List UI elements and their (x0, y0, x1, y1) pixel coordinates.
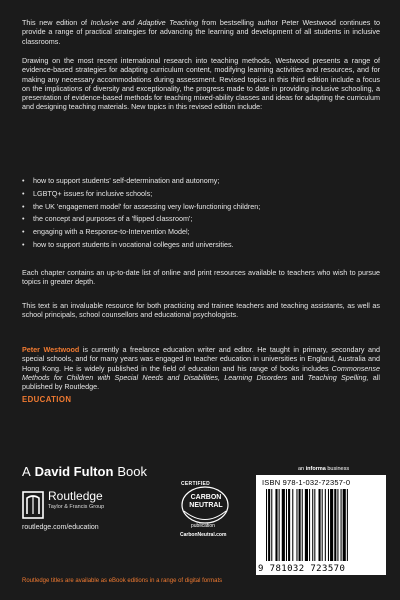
intro-part1: This new edition of (22, 18, 91, 27)
barcode-digits: 9 781032 723570 (258, 564, 346, 574)
research-paragraph (22, 56, 380, 112)
carbon-line1: CARBON (190, 494, 222, 501)
bio-part3: all published by Routledge. (22, 372, 380, 392)
audience-text: This text is an invaluable resource for both practicing and trainee teachers and teaching assistants, as well as school principals, school counsellors and educational psychologists. (22, 301, 380, 320)
informa-business-label (298, 466, 349, 472)
topic-item (22, 240, 380, 249)
routledge-logo-icon (22, 488, 44, 520)
bio-books-2: Teaching Spelling, (307, 372, 369, 382)
informa-suffix: business (325, 466, 350, 472)
topic-text: engaging with a Response-to-Intervention Model; (33, 227, 190, 237)
imprint-label (22, 464, 147, 479)
topic-item (22, 214, 380, 223)
topic-text: how to support students in vocational colleges and universities. (33, 239, 234, 249)
bullet-icon: • (22, 188, 25, 198)
bio-books-1: Commonsense Methods for Children with Special Needs and Disabilities, Learning Disorders (22, 363, 380, 382)
intro-paragraph (22, 18, 380, 46)
subject-category: EDUCATION (22, 395, 72, 404)
carbon-neutral-badge-icon (178, 480, 232, 560)
bullet-icon: • (22, 201, 25, 211)
topic-text: the UK 'engagement model' for assessing very low-functioning children; (33, 201, 261, 211)
imprint-suffix: Book (117, 464, 148, 479)
topic-text: the concept and purposes of a 'flipped classroom'; (33, 214, 193, 224)
bullet-icon: • (22, 176, 25, 185)
informa-prefix: an (298, 466, 306, 472)
audience-paragraph (22, 301, 380, 320)
informa-brand: informa (305, 466, 326, 472)
carbon-url: CarbonNeutral.com (180, 532, 227, 538)
bullet-icon: • (22, 227, 25, 237)
new-topics-list (22, 176, 380, 253)
topic-item (22, 202, 380, 211)
research-text: Drawing on the most recent international research into teaching methods, Westwood presents a range of evidence-based strategies for adapting curriculum content, modifying learning activities and resources, and for making any necessary accommodations during assessment. Revised topics in this third edition include a focus on the implications of diversity and exceptionality, the progress made to date in providing inclusive schooling, a presentation of evidence-based methods for teaching mixed-ability classes and ideas for adapting the curriculum and designing teaching materials. New topics in this revised edition include: (22, 56, 380, 112)
topic-text: LGBTQ+ issues for inclusive schools; (33, 188, 153, 198)
bio-part1: is currently a freelance education writer and editor. He taught in primary, secondary and special schools, and for many years was engaged in teacher education in universities in England, Australia and Hong Kong. He is widely published in the field of education and his range of books includes (22, 345, 380, 373)
carbon-certified: CERTIFIED (181, 481, 211, 487)
topic-item (22, 176, 380, 185)
author-name: Peter Westwood (22, 345, 80, 354)
resources-paragraph (22, 268, 380, 287)
bullet-icon: • (22, 214, 25, 224)
resources-text: Each chapter contains an up-to-date list of online and print resources available to teachers who wish to pursue topics in greater depth. (22, 268, 380, 287)
publisher-name: Routledge (48, 489, 103, 503)
topic-text: how to support students' self-determination and autonomy; (33, 176, 220, 185)
isbn-number: ISBN 978-1-032-72357-0 (262, 478, 351, 487)
imprint-article: A (22, 464, 31, 479)
intro-book-title: Inclusive and Adaptive Teaching (90, 18, 199, 27)
publisher-tagline: Taylor & Francis Group (48, 504, 105, 510)
carbon-publication: publication (191, 523, 215, 529)
bio-part2: and (287, 372, 308, 382)
carbon-neutral-title (186, 494, 226, 509)
ebook-availability-note: Routledge titles are available as eBook editions in a range of digital formats (22, 578, 223, 584)
topic-item (22, 227, 380, 236)
author-bio (22, 345, 380, 391)
isbn-barcode-icon (264, 489, 382, 563)
carbon-line2: NEUTRAL (189, 501, 223, 509)
intro-part2: from bestselling author Peter Westwood continues to provide a range of practical strategies for advancing the learning and development of all students in inclusive classrooms. (22, 18, 380, 46)
topic-item (22, 189, 380, 198)
publisher-url: routledge.com/education (22, 524, 99, 531)
imprint-name: David Fulton (34, 464, 114, 479)
bullet-icon: • (22, 239, 25, 249)
